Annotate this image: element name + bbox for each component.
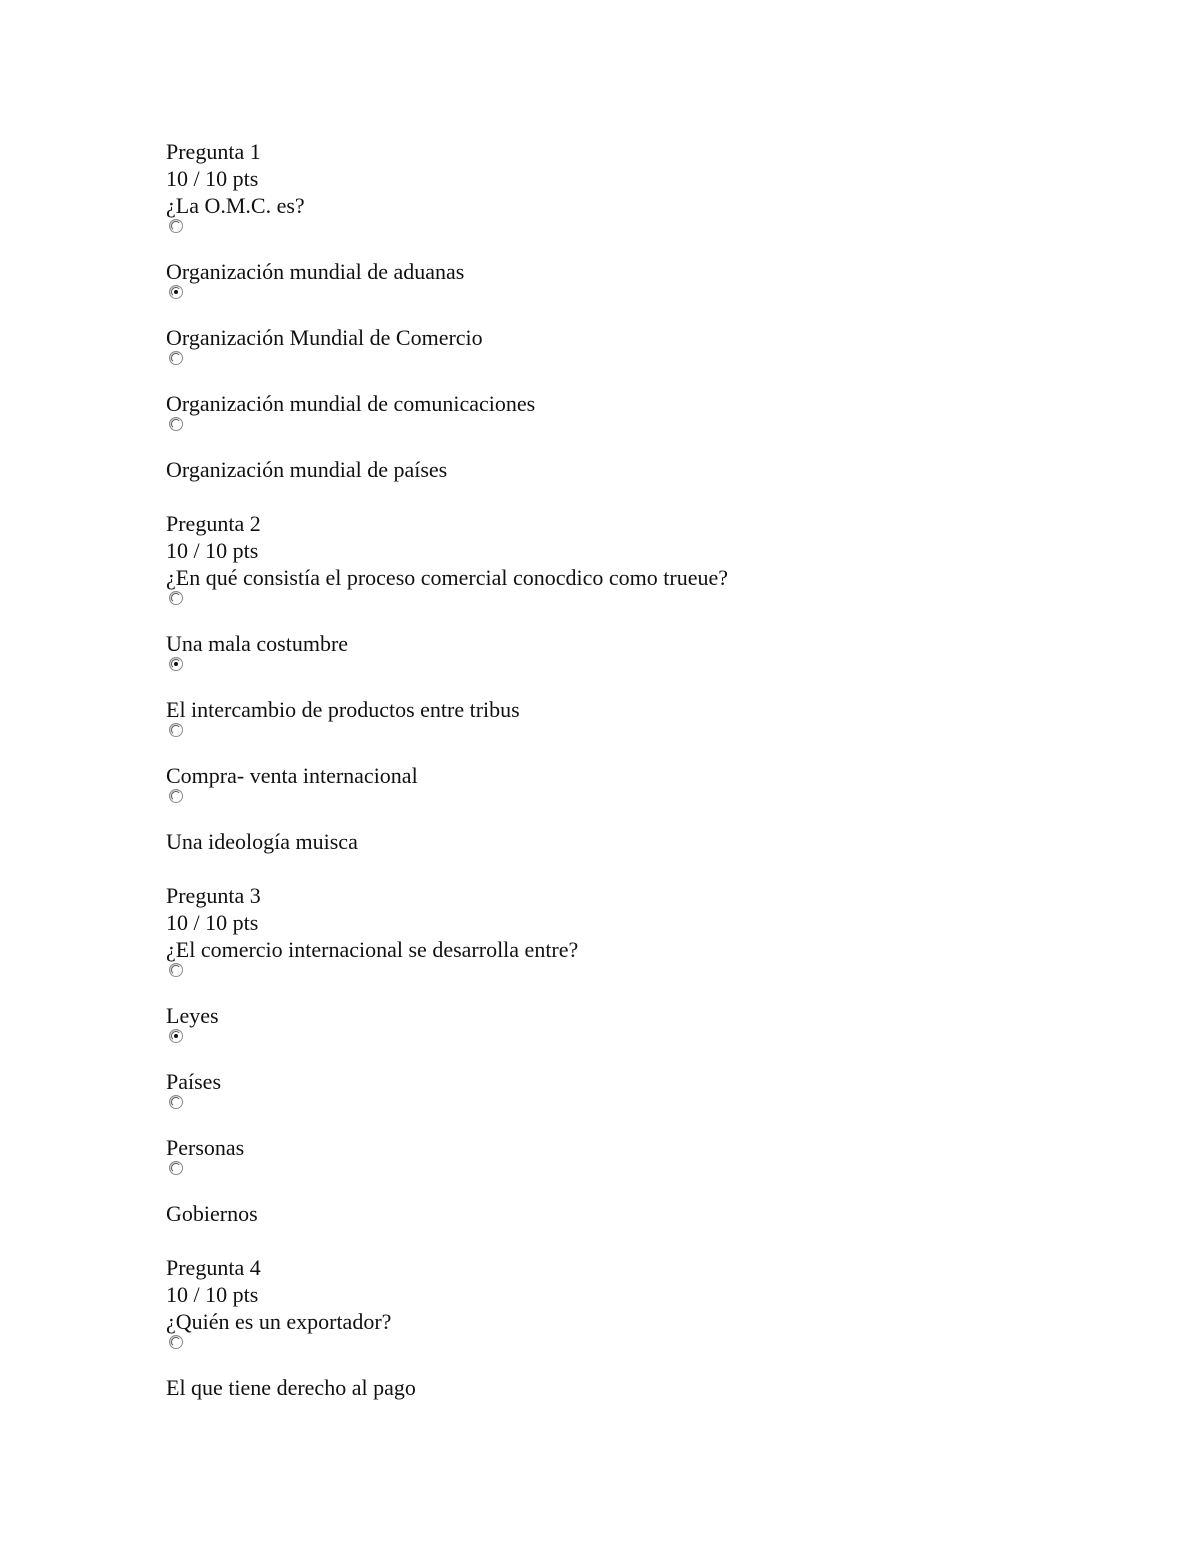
radio-row xyxy=(166,417,1126,456)
spacer xyxy=(166,483,1126,510)
option-label: Gobiernos xyxy=(166,1201,258,1226)
radio-row xyxy=(166,591,1126,630)
answer-option[interactable] xyxy=(166,351,1126,417)
quiz-document xyxy=(166,138,1126,1401)
radio-row xyxy=(166,1161,1126,1200)
option-label: Organización mundial de países xyxy=(166,457,448,482)
radio-row xyxy=(166,1095,1126,1134)
radio-row xyxy=(166,789,1126,828)
option-label: Personas xyxy=(166,1135,245,1160)
radio-button[interactable] xyxy=(169,789,183,803)
question-points: 10 / 10 pts xyxy=(166,1282,259,1307)
question-title: Pregunta 3 xyxy=(166,883,261,908)
question-prompt: ¿En qué consistía el proceso comercial conocdico como trueue? xyxy=(166,565,728,590)
radio-button[interactable] xyxy=(169,657,183,671)
question-4 xyxy=(166,1254,1126,1401)
answer-option[interactable] xyxy=(166,1161,1126,1227)
radio-row xyxy=(166,723,1126,762)
option-label: Una mala costumbre xyxy=(166,631,349,656)
question-title: Pregunta 2 xyxy=(166,511,261,536)
question-title: Pregunta 4 xyxy=(166,1255,261,1280)
option-label: Una ideología muisca xyxy=(166,829,358,854)
answer-option[interactable] xyxy=(166,789,1126,855)
option-label: El intercambio de productos entre tribus xyxy=(166,697,520,722)
radio-row xyxy=(166,219,1126,258)
question-3 xyxy=(166,882,1126,1227)
question-prompt: ¿El comercio internacional se desarrolla entre? xyxy=(166,937,579,962)
radio-button[interactable] xyxy=(169,351,183,365)
answer-option[interactable] xyxy=(166,417,1126,483)
question-prompt: ¿Quién es un exportador? xyxy=(166,1309,392,1334)
answer-option[interactable] xyxy=(166,285,1126,351)
radio-button[interactable] xyxy=(169,1161,183,1175)
radio-button[interactable] xyxy=(169,285,183,299)
spacer xyxy=(166,855,1126,882)
option-label: Organización mundial de comunicaciones xyxy=(166,391,536,416)
answer-option[interactable] xyxy=(166,1029,1126,1095)
question-points: 10 / 10 pts xyxy=(166,910,259,935)
option-label: Países xyxy=(166,1069,221,1094)
option-label: Leyes xyxy=(166,1003,219,1028)
question-title: Pregunta 1 xyxy=(166,139,261,164)
question-2 xyxy=(166,510,1126,855)
radio-button[interactable] xyxy=(169,1095,183,1109)
radio-button[interactable] xyxy=(169,591,183,605)
radio-button[interactable] xyxy=(169,1029,183,1043)
answer-option[interactable] xyxy=(166,219,1126,285)
question-prompt: ¿La O.M.C. es? xyxy=(166,193,305,218)
option-label: Organización mundial de aduanas xyxy=(166,259,465,284)
question-points: 10 / 10 pts xyxy=(166,538,259,563)
radio-row xyxy=(166,1335,1126,1374)
radio-row xyxy=(166,351,1126,390)
radio-row xyxy=(166,285,1126,324)
radio-button[interactable] xyxy=(169,1335,183,1349)
radio-button[interactable] xyxy=(169,219,183,233)
option-label: Compra- venta internacional xyxy=(166,763,418,788)
answer-option[interactable] xyxy=(166,963,1126,1029)
answer-option[interactable] xyxy=(166,591,1126,657)
answer-option[interactable] xyxy=(166,723,1126,789)
radio-row xyxy=(166,657,1126,696)
question-points: 10 / 10 pts xyxy=(166,166,259,191)
spacer xyxy=(166,1227,1126,1254)
answer-option[interactable] xyxy=(166,1335,1126,1401)
radio-button[interactable] xyxy=(169,963,183,977)
option-label: El que tiene derecho al pago xyxy=(166,1375,416,1400)
radio-row xyxy=(166,1029,1126,1068)
answer-option[interactable] xyxy=(166,657,1126,723)
question-1 xyxy=(166,138,1126,483)
option-label: Organización Mundial de Comercio xyxy=(166,325,483,350)
radio-row xyxy=(166,963,1126,1002)
radio-button[interactable] xyxy=(169,417,183,431)
radio-button[interactable] xyxy=(169,723,183,737)
answer-option[interactable] xyxy=(166,1095,1126,1161)
